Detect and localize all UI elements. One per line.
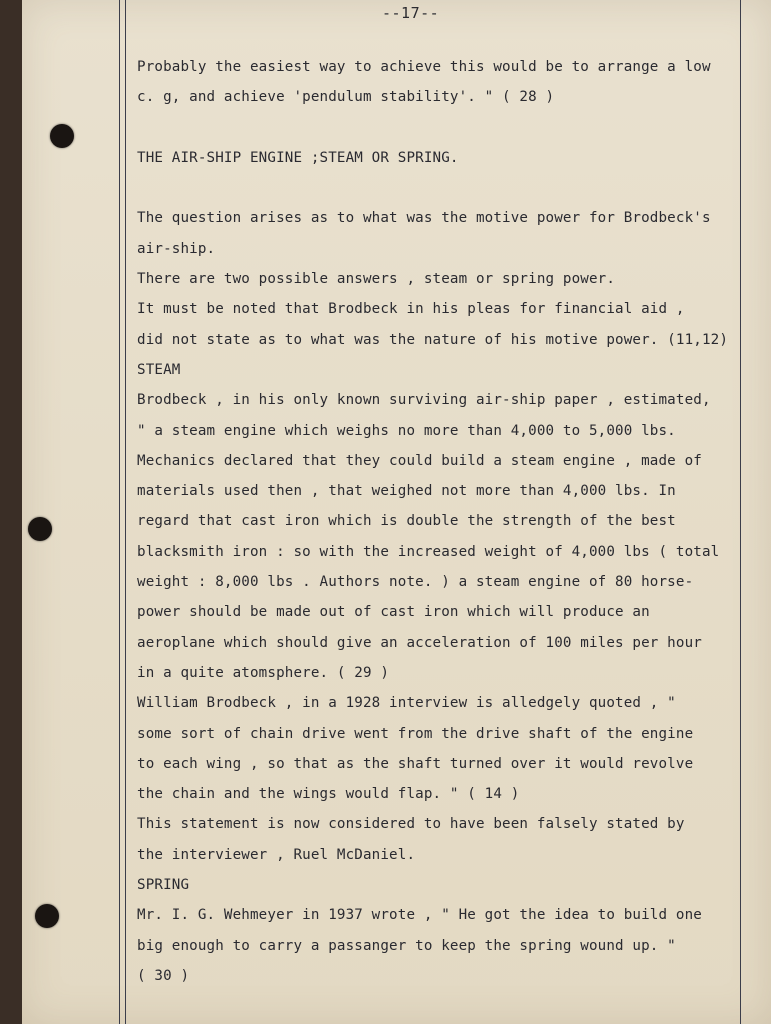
typewritten-body bbox=[137, 52, 767, 991]
text-line: materials used then , that weighed not more than 4,000 lbs. In bbox=[137, 483, 676, 500]
blank-line bbox=[137, 113, 767, 143]
text-line: air-ship. bbox=[137, 240, 216, 257]
text-line: This statement is now considered to have been falsely stated by bbox=[137, 816, 685, 833]
text-line: big enough to carry a passanger to keep the spring wound up. " bbox=[137, 937, 676, 954]
text-line: c. g, and achieve 'pendulum stability'. " ( 28 ) bbox=[137, 89, 555, 106]
text-line: Mechanics declared that they could build a steam engine , made of bbox=[137, 452, 702, 469]
text-line: in a quite atomsphere. ( 29 ) bbox=[137, 664, 390, 681]
text-line: weight : 8,000 lbs . Authors note. ) a steam engine of 80 horse- bbox=[137, 574, 694, 591]
margin-rule-left-inner bbox=[125, 0, 126, 1024]
punch-hole-bottom bbox=[35, 904, 59, 928]
text-line: William Brodbeck , in a 1928 interview is alledgely quoted , " bbox=[137, 695, 676, 712]
text-line: STEAM bbox=[137, 361, 181, 378]
text-line: Brodbeck , in his only known surviving air-ship paper , estimated, bbox=[137, 392, 711, 409]
text-line: " a steam engine which weighs no more than 4,000 to 5,000 lbs. bbox=[137, 422, 676, 439]
text-line: the chain and the wings would flap. " ( 14 ) bbox=[137, 786, 520, 803]
text-line: the interviewer , Ruel McDaniel. bbox=[137, 846, 416, 863]
text-line: There are two possible answers , steam or spring power. bbox=[137, 271, 616, 288]
punch-hole-top bbox=[50, 124, 74, 148]
text-line: ( 30 ) bbox=[137, 967, 190, 984]
text-line: did not state as to what was the nature of his motive power. (11,12) bbox=[137, 331, 729, 348]
margin-rule-left-outer bbox=[119, 0, 120, 1024]
text-line: regard that cast iron which is double the strength of the best bbox=[137, 513, 676, 530]
text-line: blacksmith iron : so with the increased weight of 4,000 lbs ( total bbox=[137, 543, 720, 560]
page-number: --17-- bbox=[382, 4, 440, 22]
text-line: Mr. I. G. Wehmeyer in 1937 wrote , " He got the idea to build one bbox=[137, 907, 702, 924]
text-line: power should be made out of cast iron which will produce an bbox=[137, 604, 650, 621]
text-line: THE AIR-SHIP ENGINE ;STEAM OR SPRING. bbox=[137, 149, 459, 166]
text-line: Probably the easiest way to achieve this would be to arrange a low bbox=[137, 59, 711, 75]
text-line: aeroplane which should give an acceleration of 100 miles per hour bbox=[137, 634, 702, 651]
text-line: The question arises as to what was the motive power for Brodbeck's bbox=[137, 210, 711, 227]
punch-hole-middle bbox=[28, 517, 52, 541]
text-line: some sort of chain drive went from the drive shaft of the engine bbox=[137, 725, 694, 742]
text-line: SPRING bbox=[137, 877, 190, 894]
text-line: It must be noted that Brodbeck in his pleas for financial aid , bbox=[137, 301, 685, 318]
blank-line bbox=[137, 173, 767, 203]
text-line: to each wing , so that as the shaft turned over it would revolve bbox=[137, 755, 694, 772]
